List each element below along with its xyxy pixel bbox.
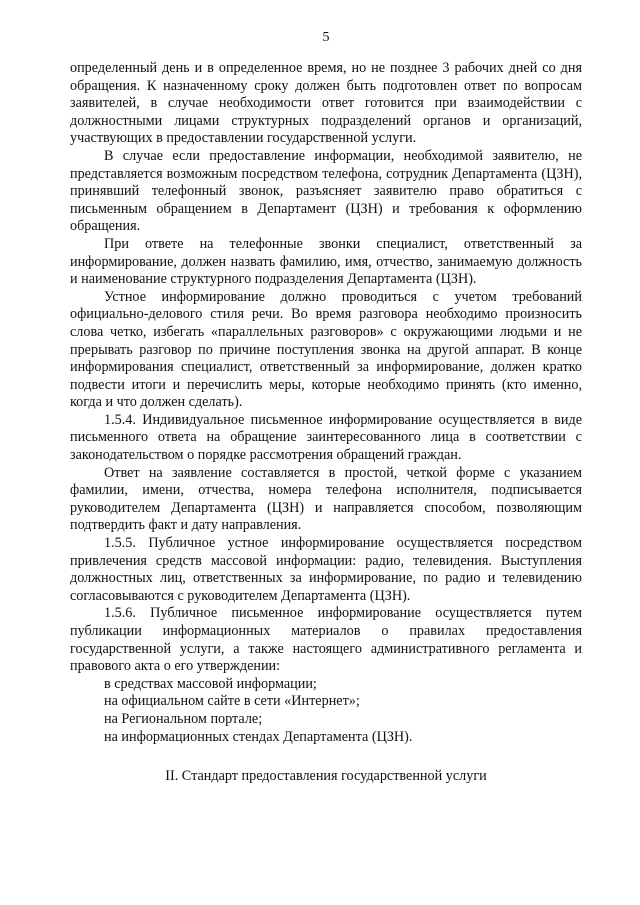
paragraph-1: определенный день и в определенное время, но не позднее 3 рабочих дней со дня обращения. К назначенному сроку должен быть подготовлен ответ по вопросам заявителей, в случае необходимости ответ готовится при взаимодействии с должностными лицами структурных подразделений органов и организаций, участвующих в предоставлении государственной услуги. [70,60,582,147]
list-item-regional-portal: на Региональном портале; [104,710,263,727]
list-item-official-site: на официальном сайте в сети «Интернет»; [104,693,360,710]
paragraph-3: При ответе на телефонные звонки специалист, ответственный за информирование, должен назвать фамилию, имя, отчество, занимаемую должность и наименование структурного подразделения Департамента (ЦЗН). [70,235,582,288]
paragraph-8: 1.5.6. Публичное письменное информирование осуществляется путем публикации информационных материалов о правилах предоставления государственной услуги, а также настоящего административного регламента и правового акта о его утверждении: [70,605,582,675]
paragraph-4: Устное информирование должно проводиться с учетом требований официально-делового стиля речи. Во время разговора необходимо произносить слова четко, избегать «параллельных разговоров» с окружающими людьми и не прерывать разговор по причине поступления звонка на другой аппарат. В конце информирования специалист, ответственный за информирование, должен кратко подвести итоги и перечислить меры, которые необходимо принять (кто именно, когда и что должен сделать). [70,288,582,411]
paragraph-6: Ответ на заявление составляется в простой, четкой форме с указанием фамилии, имени, отчества, номера телефона исполнителя, подписывается руководителем Департамента (ЦЗН) и направляется способом, позволяющим подтвердить факт и дату направления. [70,464,582,534]
paragraph-5: 1.5.4. Индивидуальное письменное информирование осуществляется в виде письменного ответа на обращение заинтересованного лица в соответствии с законодательством о порядке рассмотрения обращений граждан. [70,411,582,464]
page-number: 5 [322,30,330,45]
section-title: II. Стандарт предоставления государственной услуги [165,768,487,785]
paragraph-7: 1.5.5. Публичное устное информирование осуществляется посредством привлечения средств массовой информации: радио, телевидения. Выступления должностных лиц, ответственных за информирование, по радио и телевидению согласовываются с руководителем Департамента (ЦЗН). [70,535,582,604]
list-item-info-stands: на информационных стендах Департамента (ЦЗН). [104,728,413,745]
list-item-mass-media: в средствах массовой информации; [104,675,317,692]
document-page [70,30,582,786]
paragraph-2: В случае если предоставление информации, необходимой заявителю, не представляется возможным посредством телефона, сотрудник Департамента (ЦЗН), принявший телефонный звонок, разъясняет заявителю право обратиться с письменным обращением в Департамент (ЦЗН) и требования к оформлению обращения. [70,147,582,235]
